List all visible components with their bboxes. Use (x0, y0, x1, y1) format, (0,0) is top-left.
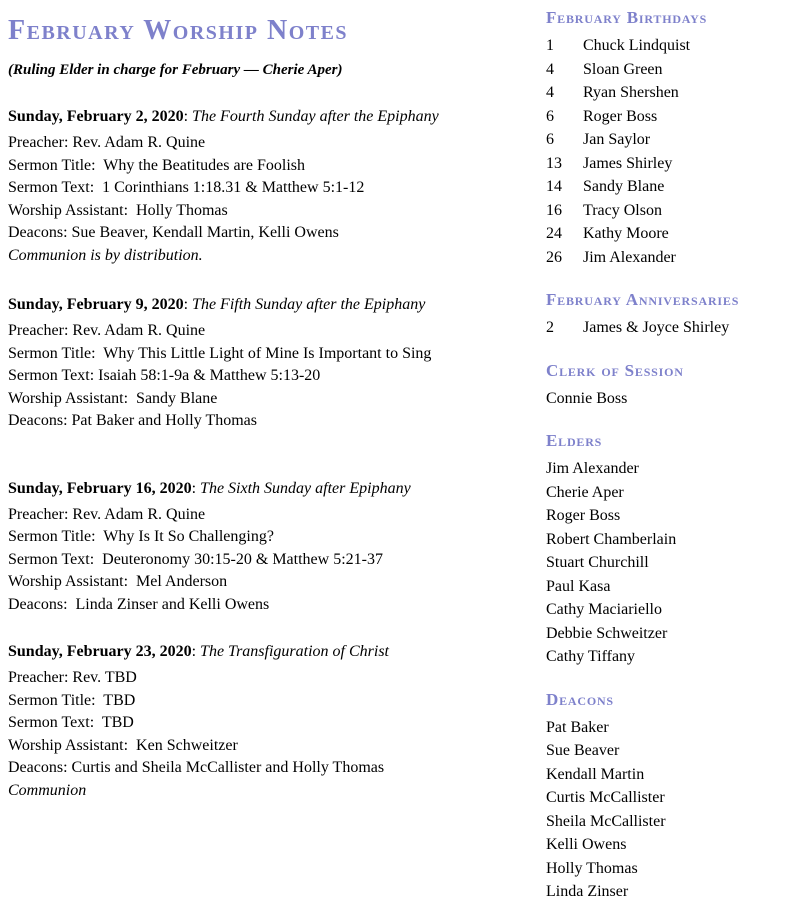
sidebar-heading: February Anniversaries (546, 290, 740, 309)
person-name: Roger Boss (546, 507, 621, 524)
sidebar-section-clerk-of-session (546, 361, 800, 411)
name-row (546, 786, 800, 810)
person-name: Sheila McCallister (546, 812, 666, 830)
service-detail-line: Worship Assistant: Holly Thomas (8, 201, 228, 219)
sidebar-section-deacons (546, 690, 800, 904)
person-name: Ryan Shershen (583, 84, 679, 101)
day-name-row (546, 175, 800, 199)
service-sunday-title: The Transfiguration of Christ (200, 643, 389, 660)
sidebar-items (546, 716, 800, 904)
day-name-row (546, 81, 800, 105)
day-number: 24 (546, 225, 562, 242)
sidebar-heading: Deacons (546, 689, 614, 709)
service-lines (8, 667, 540, 802)
name-row (546, 716, 800, 740)
name-row (546, 504, 800, 528)
person-name: Paul Kasa (546, 577, 611, 595)
service-detail-line: Sermon Text: TBD (8, 714, 134, 731)
service-lines (8, 504, 540, 617)
page-title: February Worship Notes (8, 15, 349, 46)
person-name: Cathy Maciariello (546, 601, 662, 618)
service-detail-line: Worship Assistant: Mel Anderson (8, 573, 228, 590)
day-name-row (546, 105, 800, 129)
person-name: Jim Alexander (583, 248, 676, 266)
person-name: Linda Zinser (546, 883, 629, 900)
person-name: Kendall Martin (546, 765, 645, 783)
name-row (546, 481, 800, 505)
day-number: 4 (546, 60, 554, 78)
service-date: Sunday, February 23, 2020 (8, 643, 192, 660)
service-date-line (8, 293, 540, 316)
service-section (8, 293, 540, 433)
service-detail-line: Sermon Title: TBD (8, 691, 136, 709)
sidebar-items (546, 316, 800, 340)
person-name: Jan Saylor (583, 131, 651, 148)
person-name: Tracy Olson (583, 201, 662, 219)
name-row (546, 551, 800, 575)
sidebar-items (546, 34, 800, 269)
person-name: Holly Thomas (546, 859, 638, 877)
service-sunday-title: The Sixth Sunday after Epiphany (200, 479, 411, 497)
person-name: Kelli Owens (546, 836, 627, 853)
day-number: 26 (546, 248, 562, 266)
service-date: Sunday, February 16, 2020 (8, 479, 192, 497)
service-detail-line: Preacher: Rev. Adam R. Quine (8, 505, 206, 523)
service-detail-line: Preacher: Rev. TBD (8, 669, 137, 686)
ruling-elder-note: (Ruling Elder in charge for February — Cherie Aper) (8, 62, 343, 78)
service-sunday-title: The Fourth Sunday after the Epiphany (192, 108, 439, 125)
service-detail-line: Worship Assistant: Ken Schweitzer (8, 736, 238, 754)
person-name: Jim Alexander (546, 460, 639, 477)
sidebar-items (546, 457, 800, 669)
person-name: Curtis McCallister (546, 789, 665, 806)
sidebar-heading: February Birthdays (546, 8, 708, 27)
person-name: Robert Chamberlain (546, 530, 677, 548)
person-name: Connie Boss (546, 389, 628, 407)
sidebar-section-birthdays (546, 8, 800, 269)
day-name-row (546, 58, 800, 82)
day-number: 4 (546, 84, 554, 101)
day-name-row (546, 152, 800, 176)
day-name-row (546, 222, 800, 246)
service-detail-line: Sermon Text: Isaiah 58:1-9a & Matthew 5:13-20 (8, 367, 321, 384)
day-name-row (546, 199, 800, 223)
day-number: 2 (546, 319, 554, 336)
sidebar-items (546, 387, 800, 411)
name-row (546, 528, 800, 552)
date-separator: : (183, 108, 193, 125)
service-detail-line: Sermon Title: Why Is It So Challenging? (8, 528, 274, 545)
person-name: Pat Baker (546, 718, 609, 736)
service-detail-line: Worship Assistant: Sandy Blane (8, 389, 218, 407)
service-date-line (8, 477, 540, 500)
day-name-row (546, 246, 800, 270)
person-name: Stuart Churchill (546, 554, 649, 571)
day-name-row (546, 34, 800, 58)
service-section (8, 477, 540, 617)
service-date: Sunday, February 2, 2020 (8, 108, 184, 125)
sidebar-section-elders (546, 431, 800, 669)
service-detail-line: Sermon Text: Deuteronomy 30:15-20 & Matthew 5:21-37 (8, 550, 383, 568)
service-date-line (8, 105, 540, 128)
person-name: Roger Boss (583, 107, 658, 125)
day-number: 1 (546, 37, 554, 54)
person-name: James Shirley (583, 154, 673, 172)
service-lines (8, 132, 540, 267)
name-row (546, 857, 800, 881)
person-name: Sloan Green (583, 60, 663, 78)
name-row (546, 598, 800, 622)
sidebar-heading: Clerk of Session (546, 360, 684, 380)
name-row (546, 810, 800, 834)
service-detail-line: Sermon Title: Why This Little Light of Mine Is Important to Sing (8, 344, 432, 362)
service-detail-line: Preacher: Rev. Adam R. Quine (8, 322, 206, 339)
day-number: 6 (546, 107, 554, 125)
day-number: 6 (546, 131, 554, 148)
sidebar-column (540, 0, 800, 907)
date-separator: : (191, 479, 201, 497)
service-lines (8, 320, 540, 433)
day-name-row (546, 316, 800, 340)
service-section (8, 640, 540, 802)
person-name: James & Joyce Shirley (583, 319, 730, 336)
name-row (546, 387, 800, 411)
date-separator: : (191, 643, 201, 660)
name-row (546, 833, 800, 857)
services-list (8, 105, 540, 802)
name-row (546, 457, 800, 481)
service-detail-line: Sermon Title: Why the Beatitudes are Foolish (8, 156, 306, 174)
name-row (546, 763, 800, 787)
day-name-row (546, 128, 800, 152)
person-name: Chuck Lindquist (583, 37, 691, 54)
service-sunday-title: The Fifth Sunday after the Epiphany (192, 296, 426, 313)
service-date-line (8, 640, 540, 663)
person-name: Sandy Blane (583, 178, 665, 195)
service-detail-line: Deacons: Linda Zinser and Kelli Owens (8, 595, 270, 613)
person-name: Debbie Schweitzer (546, 624, 668, 642)
communion-note: Communion is by distribution. (8, 246, 203, 264)
name-row (546, 645, 800, 669)
day-number: 13 (546, 154, 562, 172)
name-row (546, 575, 800, 599)
day-number: 16 (546, 201, 562, 219)
sidebar-section-anniversaries (546, 290, 800, 340)
day-number: 14 (546, 178, 562, 195)
service-detail-line: Deacons: Curtis and Sheila McCallister and Holly Thomas (8, 759, 385, 776)
person-name: Sue Beaver (546, 742, 620, 759)
person-name: Cathy Tiffany (546, 648, 636, 665)
service-section (8, 105, 540, 267)
service-detail-line: Deacons: Pat Baker and Holly Thomas (8, 412, 257, 429)
sidebar-heading: Elders (546, 431, 603, 450)
service-detail-line: Sermon Text: 1 Corinthians 1:18.31 & Matthew 5:1-12 (8, 179, 365, 196)
name-row (546, 622, 800, 646)
service-detail-line: Preacher: Rev. Adam R. Quine (8, 134, 206, 151)
name-row (546, 880, 800, 904)
service-date: Sunday, February 9, 2020 (8, 296, 184, 313)
date-separator: : (183, 296, 193, 313)
communion-note: Communion (8, 781, 87, 799)
person-name: Kathy Moore (583, 225, 669, 242)
name-row (546, 739, 800, 763)
person-name: Cherie Aper (546, 483, 624, 501)
service-detail-line: Deacons: Sue Beaver, Kendall Martin, Kelli Owens (8, 224, 339, 241)
